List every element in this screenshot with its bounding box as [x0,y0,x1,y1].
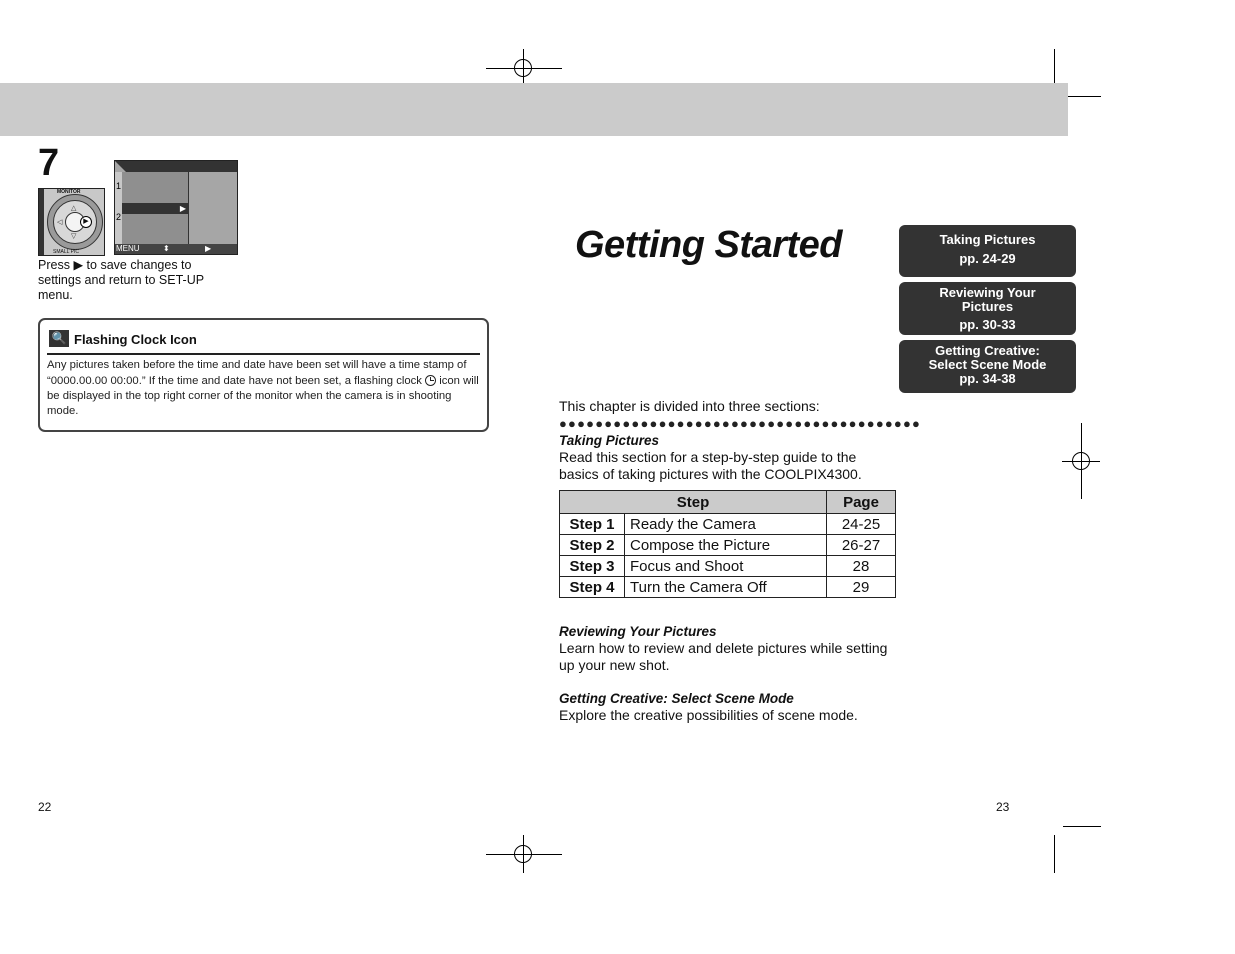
section-heading-reviewing: Reviewing Your Pictures [559,624,717,639]
monitor-menu-label: MENU [116,244,140,253]
section-heading-taking: Taking Pictures [559,433,660,448]
chapter-title: Getting Started [575,224,842,266]
section-body-taking: Read this section for a step-by-step guide to the basics of taking pictures with the COOLPIX4300. [559,449,862,482]
magnifier-note-icon: 🔍 [49,330,69,347]
step-caption: Press ▶ to save changes to settings and return to SET-UP menu. [38,258,204,302]
multi-selector-illustration [38,188,105,256]
monitor-row-2: 2 [116,212,122,222]
down-arrow-icon: ▽ [71,233,77,240]
tab-getting-creative[interactable]: Getting Creative: Select Scene Mode pp. 34-38 [899,340,1076,393]
right-arrow-pressed-icon: ▶ [80,216,92,228]
table-header-step: Step [560,491,827,514]
section-heading-creative: Getting Creative: Select Scene Mode [559,691,794,706]
section-body-reviewing: Learn how to review and delete pictures while setting up your new shot. [559,640,888,673]
page-number-right: 23 [996,800,1010,814]
tip-body: Any pictures taken before the time and date have been set will have a time stamp of “0000.00.00 00:00.” If the time and date have not been set, a flashing clock icon will be displayed in the top right corner of the monitor when the camera is in shooting mode. [47,359,479,417]
steps-table [559,490,896,598]
table-row: Step 3 Focus and Shoot 28 [560,556,896,577]
step-number: 7 [38,142,60,184]
tab-taking-pictures[interactable]: Taking Pictures pp. 24-29 [899,225,1076,277]
right-arrow-icon: ▶ [205,244,212,253]
tip-title: Flashing Clock Icon [74,332,197,347]
table-row: Step 1 Ready the Camera 24-25 [560,514,896,535]
dotted-divider: ●●●●●●●●●●●●●●●●●●●●●●●●●●●●●●●●●●●●●●●● [559,416,922,431]
table-row: Step 2 Compose the Picture 26-27 [560,535,896,556]
header-band [0,83,1068,136]
monitor-illustration [114,160,238,255]
table-row: Step 4 Turn the Camera Off 29 [560,577,896,598]
dial-top-label: MONITOR [57,189,81,195]
chapter-intro: This chapter is divided into three sections: [559,398,820,414]
tab-reviewing-pictures[interactable]: Reviewing Your Pictures pp. 30-33 [899,282,1076,335]
right-arrow-icon: ▶ [73,258,84,272]
section-body-creative: Explore the creative possibilities of scene mode. [559,707,858,723]
clock-icon [425,375,436,386]
left-arrow-icon: ◁ [57,219,63,226]
menu-right-arrow-icon: ▶ [179,204,186,213]
dial-bottom-label: SMALL PIC [53,249,79,255]
monitor-row-1: 1 [116,181,122,191]
up-down-icon: ⬍ [163,244,170,253]
up-arrow-icon: △ [71,205,77,212]
table-header-page: Page [827,491,896,514]
page-number-left: 22 [38,800,52,814]
tip-box [38,318,489,432]
